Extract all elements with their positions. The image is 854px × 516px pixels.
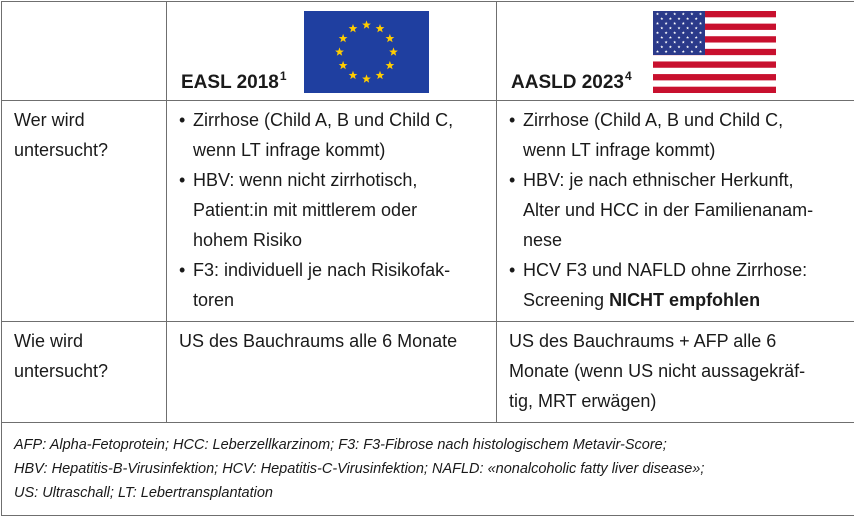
row-label-how: Wie wird untersucht?	[2, 322, 167, 423]
list-item: • F3: individuell je nach Risikofak- toren	[179, 255, 484, 315]
aasld-header-title: AASLD 2023$^4$	[511, 69, 632, 94]
aasld-how-cell: US des Bauchraums + AFP alle 6 Monate (wenn US nicht aussagekräf- tig, MRT erwägen)	[497, 322, 854, 423]
easl-header-title: EASL 2018$^1$	[181, 69, 287, 94]
header-aasld-cell	[497, 2, 854, 101]
footnote-abbreviations: AFP: Alpha-Fetoprotein; HCC: Leberzellkarzinom; F3: F3-Fibrose nach histologischem Metavir-Score; HBV: Hepatitis-B-Virusinfektion; HCV: Hepatitis-C-Virusinfektion; NAFLD: «nonalcoholic fatty liver disease»; US: Ultraschall; LT: Lebertransplantation	[2, 423, 854, 516]
list-item: • Zirrhose (Child A, B und Child C, wenn LT infrage kommt)	[509, 105, 844, 165]
list-item: • HCV F3 und NAFLD ohne Zirrhose: Screening NICHT empfohlen	[509, 255, 844, 315]
easl-how-cell: US des Bauchraums alle 6 Monate	[167, 322, 497, 423]
row-label-who: Wer wird untersucht?	[2, 101, 167, 322]
eu-flag-icon	[304, 11, 429, 93]
easl-who-cell	[167, 101, 497, 322]
list-item: • HBV: je nach ethnischer Herkunft, Alter und HCC in der Familienanam- nese	[509, 165, 844, 255]
header-easl-cell	[167, 2, 497, 101]
aasld-who-cell	[497, 101, 854, 322]
list-item: • HBV: wenn nicht zirrhotisch, Patient:in mit mittlerem oder hohem Risiko	[179, 165, 484, 255]
list-item: • Zirrhose (Child A, B und Child C, wenn LT infrage kommt)	[179, 105, 484, 165]
header-empty-cell	[2, 2, 167, 101]
us-flag-icon	[653, 11, 776, 93]
not-recommended-emphasis: NICHT empfohlen	[609, 290, 760, 310]
guideline-comparison-table	[1, 1, 854, 516]
